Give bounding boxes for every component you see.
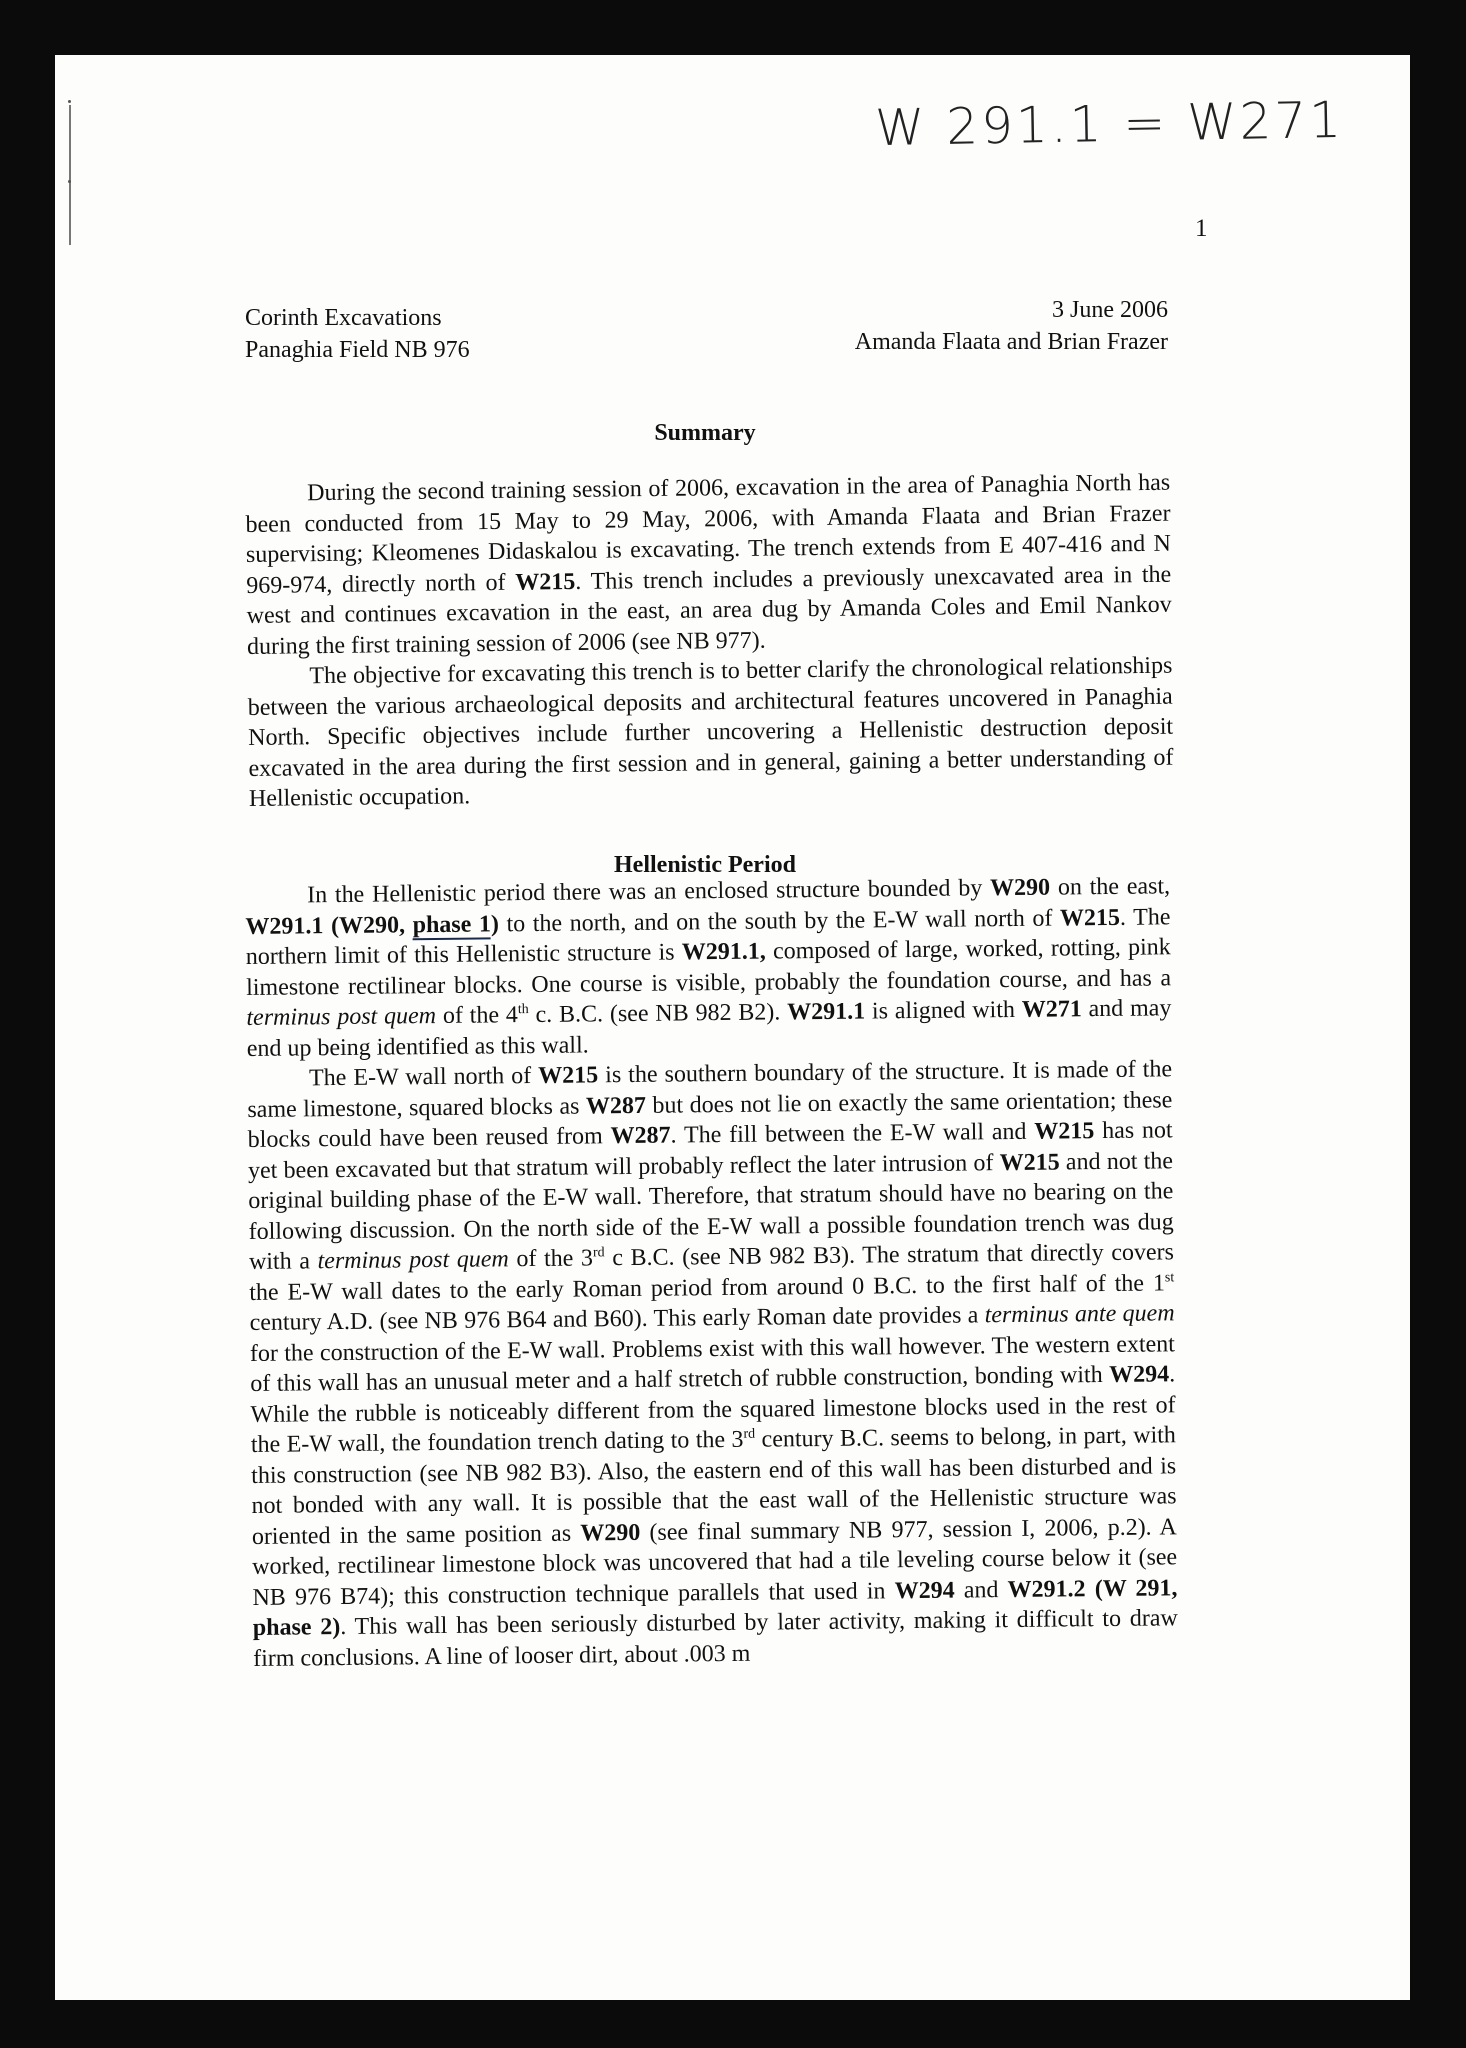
hellenistic-section: [245, 871, 1178, 1674]
header-right: [855, 295, 1168, 358]
header-authors: Amanda Flaata and Brian Frazer: [854, 328, 1168, 355]
hellenistic-heading: Hellenistic Period: [614, 852, 796, 878]
summary-paragraph-2: The objective for excavating this trench is to better clarify the chronological relationships between the various archaeological deposits and architectural features uncovered in Panaghia North. Specific objectives include further uncovering a Hellenistic destruction deposit excavated in the area during the first session and in general, gaining a better understanding of Hellenistic occupation.: [247, 652, 1174, 812]
summary-section: [245, 468, 1174, 815]
summary-heading: Summary: [654, 420, 756, 446]
scan-dot: [68, 100, 71, 103]
handwritten-note: W 291.1 = W271: [874, 90, 1345, 158]
header-org: Corinth Excavations: [245, 305, 442, 331]
header-date: 3 June 2006: [1052, 297, 1168, 323]
scan-dot: [68, 180, 71, 183]
header-left: [245, 303, 470, 366]
summary-paragraph-1: During the second training session of 2006, excavation in the area of Panaghia North has been conducted from 15 May to 29 May, 2006, with Amanda Flaata and Brian Frazer supervising; Kleomenes Didaskalou is excavating. The trench extends from E 407-416 and N 969-974, directly north of W215. This trench includes a previously unexcavated area in the west and continues excavation in the east, an area dug by Amanda Coles and Emil Nankov during the first training session of 2006 (see NB 977).: [245, 469, 1172, 660]
hellenistic-paragraph-1: In the Hellenistic period there was an enclosed structure bounded by W290 on the east, W291.1 (W290, phase 1) to the north, and on the south by the E-W wall north of W215. The northern limit of this Hellenistic structure is W291.1, composed of large, worked, rotting, pink limestone rectilinear blocks. One course is visible, probably the foundation course, and has a terminus post quem of the 4th c. B.C. (see NB 982 B2). W291.1 is aligned with W271 and may end up being identified as this wall.: [245, 873, 1172, 1062]
scan-edge-mark: [69, 105, 71, 245]
hellenistic-paragraph-2: The E-W wall north of W215 is the southern boundary of the structure. It is made of the same limestone, squared blocks as W287 but does not lie on exactly the same orientation; these blocks could have been reused from W287. The fill between the E-W wall and W215 has not yet been excavated but that stratum will probably reflect the later intrusion of W215 and not the original building phase of the E-W wall. Therefore, that stratum should have no bearing on the following discussion. On the north side of the E-W wall a possible foundation trench was dug with a terminus post quem of the 3rd c B.C. (see NB 982 B3). The stratum that directly covers the E-W wall dates to the early Roman period from around 0 B.C. to the first half of the 1st century A.D. (see NB 976 B64 and B60). This early Roman date provides a terminus ante quem for the construction of the E-W wall. Problems exist with this wall however. The western extent of this wall has an unusual meter and a half stretch of rubble construction, bonding with W294. While the rubble is noticeably different from the squared limestone blocks used in the rest of the E-W wall, the foundation trench dating to the 3rd century B.C. seems to belong, in part, with this construction (see NB 982 B3). Also, the eastern end of this wall has been disturbed and is not bonded with any wall. It is possible that the east wall of the Hellenistic structure was oriented in the same position as W290 (see final summary NB 977, session I, 2006, p.2). A worked, rectilinear limestone block was uncovered that had a tile leveling course below it (see NB 976 B74); this construction technique parallels that used in W294 and W291.2 (W 291, phase 2). This wall has been seriously disturbed by later activity, making it difficult to draw firm conclusions. A line of looser dirt, about .003 m: [247, 1056, 1178, 1672]
header-notebook: Panaghia Field NB 976: [245, 336, 470, 363]
document-page: [55, 55, 1410, 2000]
page-number: 1: [1195, 215, 1208, 242]
